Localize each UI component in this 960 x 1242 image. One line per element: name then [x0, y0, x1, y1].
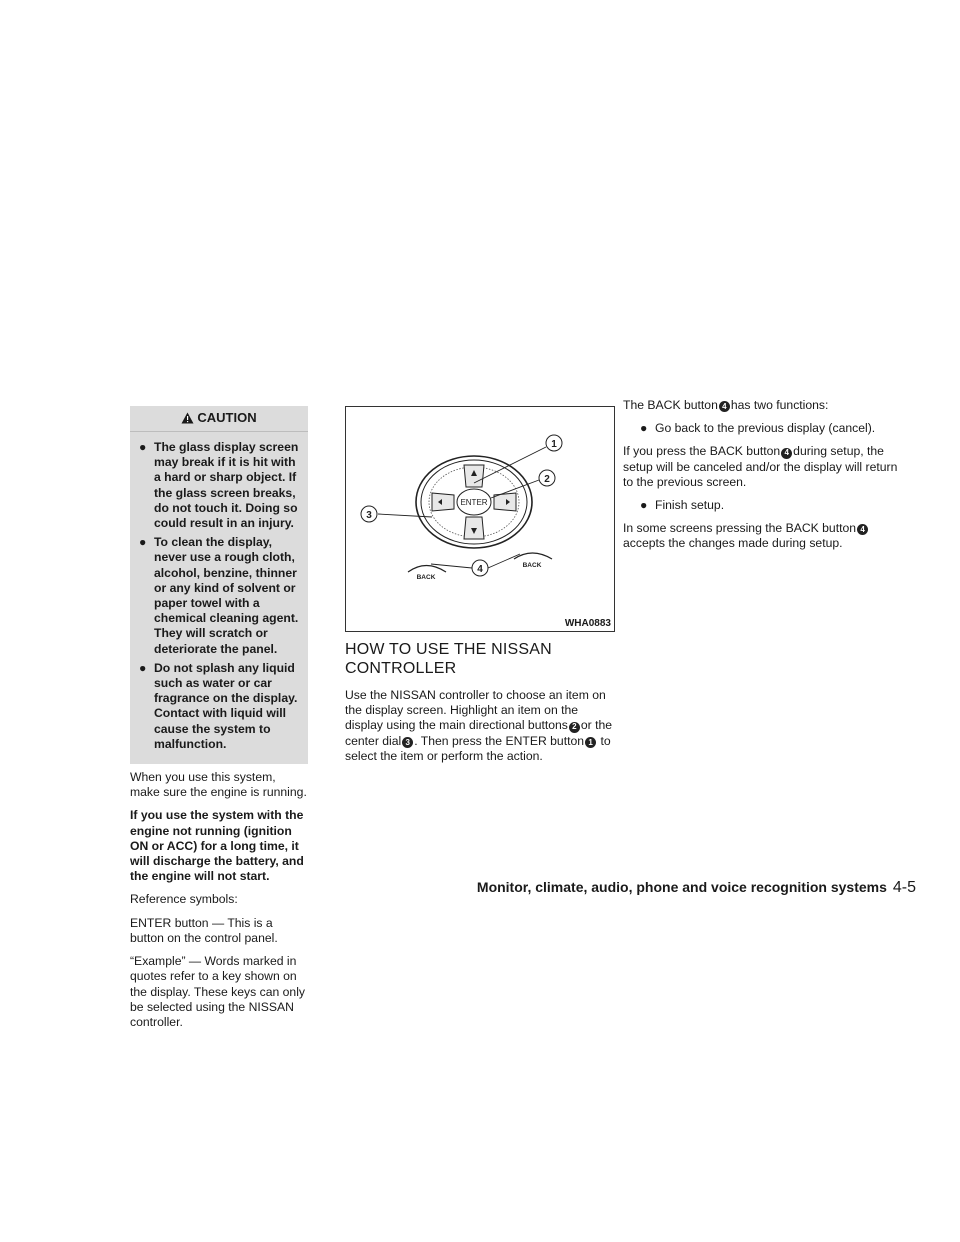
- callout-2: 2: [544, 474, 550, 485]
- back-label-right: BACK: [522, 562, 542, 569]
- callout-3-icon: 3: [402, 737, 413, 748]
- callout-4-icon: 4: [719, 401, 730, 412]
- warning-triangle-icon: [181, 412, 194, 427]
- paragraph: When you use this system, make sure the engine is running.: [130, 770, 307, 800]
- footer-section-title: Monitor, climate, audio, phone and voice recognition systems: [476, 879, 887, 895]
- paragraph: Reference symbols:: [130, 892, 238, 907]
- enter-label: ENTER: [460, 498, 488, 507]
- list-item: ● Finish setup.: [640, 498, 725, 513]
- caution-item: ● The glass display screen may break if it is hit with a hard or sharp object. If the glass screen breaks, do not touch it. Doing so could result in an injury.: [139, 440, 299, 531]
- paragraph: If you press the BACK button 4 during setup, the setup will be canceled and/or the display will return to the previous screen.: [623, 444, 898, 489]
- page-number: 4-5: [892, 879, 916, 896]
- callout-3: 3: [366, 510, 372, 521]
- callout-2-icon: 2: [569, 722, 580, 733]
- paragraph: ENTER button — This is a button on the control panel.: [130, 915, 278, 945]
- column-right: [623, 398, 899, 560]
- column-left: [130, 406, 308, 1038]
- callout-1: 1: [551, 439, 557, 450]
- paragraph: “Example” — Words marked in quotes refer to a key shown on the display. These keys can only be selected using the NISSAN controller.: [130, 954, 306, 1029]
- nissan-controller-illustration: [346, 407, 614, 631]
- page-footer: [477, 879, 916, 897]
- caution-heading: CAUTION: [130, 406, 308, 432]
- paragraph: In some screens pressing the BACK button 4 accepts the changes made during setup.: [623, 521, 899, 551]
- callout-1-icon: 1: [585, 737, 596, 748]
- column-middle: [345, 406, 615, 772]
- paragraph: The BACK button 4 has two functions:: [623, 398, 829, 412]
- callout-4-icon: 4: [781, 448, 792, 459]
- controller-paragraph: Use the NISSAN controller to choose an item on the display screen. Highlight an item on the display using the main directional buttons 2 or the center dial 3 . Then press the ENTER button 1 to select the item or perform the action.: [345, 688, 613, 763]
- back-label-left: BACK: [416, 574, 436, 581]
- callout-4-icon: 4: [857, 524, 868, 535]
- controller-figure: [345, 406, 615, 632]
- caution-box: [130, 406, 308, 764]
- caution-item: ● To clean the display, never use a rough cloth, alcohol, benzine, thinner or any kind of solvent or paper towel with a chemical cleaning agent. They will scratch or deteriorate the panel.: [139, 535, 299, 656]
- section-heading: HOW TO USE THE NISSAN CONTROLLER: [345, 641, 552, 677]
- paragraph-bold: If you use the system with the engine not running (ignition ON or ACC) for a long time, it will discharge the battery, and the engine will not start.: [130, 808, 304, 884]
- list-item: ● Go back to the previous display (cancel).: [640, 421, 876, 436]
- caution-item: ● Do not splash any liquid such as water or car fragrance on the display. Contact with liquid will cause the system to malfunction.: [139, 660, 298, 751]
- callout-4: 4: [477, 564, 483, 575]
- figure-code: WHA0883: [564, 618, 611, 629]
